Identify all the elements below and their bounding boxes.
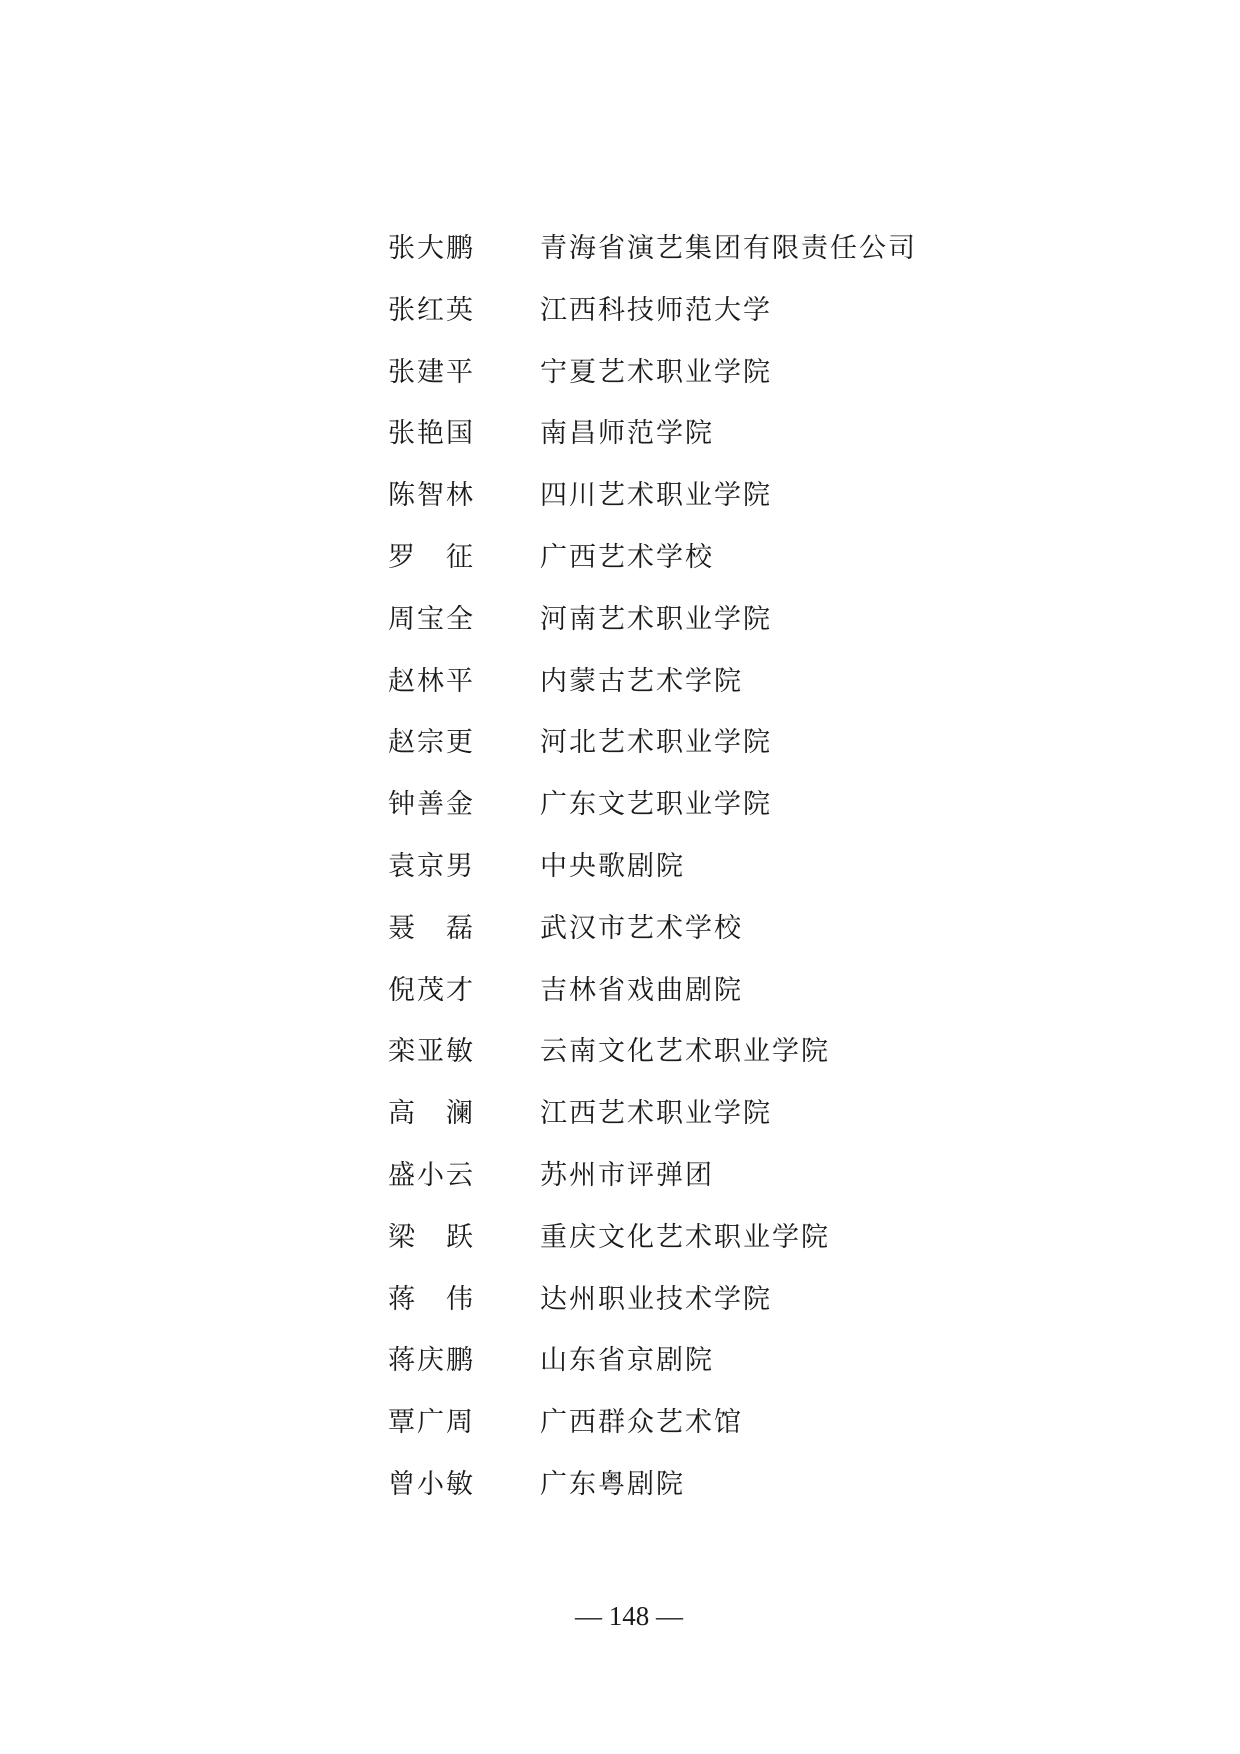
organization-name: 江西艺术职业学院 <box>540 1098 772 1130</box>
list-item <box>388 1021 1148 1083</box>
organization-name: 苏州市评弹团 <box>540 1159 714 1191</box>
organization-name: 内蒙古艺术学院 <box>540 665 743 697</box>
list-item <box>388 342 1148 404</box>
organization-name: 山东省京剧院 <box>540 1345 714 1377</box>
organization-name: 重庆文化艺术职业学院 <box>540 1221 830 1253</box>
list-item <box>388 712 1148 774</box>
list-item <box>388 1269 1148 1331</box>
person-name: 倪茂才 <box>388 974 475 1006</box>
organization-name: 四川艺术职业学院 <box>540 480 772 512</box>
list-item <box>388 1145 1148 1207</box>
person-name: 陈智林 <box>388 480 475 512</box>
list-item <box>388 280 1148 342</box>
list-item <box>388 898 1148 960</box>
person-name: 高 澜 <box>388 1098 475 1130</box>
organization-name: 江西科技师范大学 <box>540 294 772 326</box>
person-name: 盛小云 <box>388 1159 475 1191</box>
organization-name: 广东文艺职业学院 <box>540 789 772 821</box>
person-name: 袁京男 <box>388 850 475 882</box>
person-name: 罗 征 <box>388 541 475 573</box>
organization-name: 中央歌剧院 <box>540 850 685 882</box>
list-item <box>388 465 1148 527</box>
list-item <box>388 651 1148 713</box>
person-name: 钟善金 <box>388 789 475 821</box>
person-name: 栾亚敏 <box>388 1036 475 1068</box>
page-number: — 148 — <box>575 1601 683 1631</box>
list-item <box>388 218 1148 280</box>
list-item <box>388 1392 1148 1454</box>
organization-name: 武汉市艺术学校 <box>540 912 743 944</box>
organization-name: 广东粤剧院 <box>540 1468 685 1500</box>
list-item <box>388 836 1148 898</box>
person-name: 蒋 伟 <box>388 1283 475 1315</box>
list-item <box>388 527 1148 589</box>
organization-name: 南昌师范学院 <box>540 418 714 450</box>
person-name: 聂 磊 <box>388 912 475 944</box>
organization-name: 达州职业技术学院 <box>540 1283 772 1315</box>
list-item <box>388 1330 1148 1392</box>
person-name: 赵林平 <box>388 665 475 697</box>
person-name: 张建平 <box>388 356 475 388</box>
organization-name: 宁夏艺术职业学院 <box>540 356 772 388</box>
person-name: 曾小敏 <box>388 1468 475 1500</box>
list-item <box>388 774 1148 836</box>
organization-name: 河南艺术职业学院 <box>540 603 772 635</box>
person-name: 蒋庆鹏 <box>388 1345 475 1377</box>
list-item <box>388 1207 1148 1269</box>
organization-name: 广西群众艺术馆 <box>540 1407 743 1439</box>
person-name: 周宝全 <box>388 603 475 635</box>
list-item <box>388 1454 1148 1516</box>
person-name: 张艳国 <box>388 418 475 450</box>
list-item <box>388 403 1148 465</box>
list-item <box>388 960 1148 1022</box>
list-item <box>388 1083 1148 1145</box>
person-name: 赵宗更 <box>388 727 475 759</box>
list-item <box>388 589 1148 651</box>
person-name: 张红英 <box>388 294 475 326</box>
person-name: 张大鹏 <box>388 233 475 264</box>
organization-name: 吉林省戏曲剧院 <box>540 974 743 1006</box>
organization-name: 云南文化艺术职业学院 <box>540 1036 830 1068</box>
organization-name: 青海省演艺集团有限责任公司 <box>540 233 917 264</box>
person-name: 覃广周 <box>388 1407 475 1439</box>
person-name: 梁 跃 <box>388 1221 475 1253</box>
name-list <box>388 218 1148 1516</box>
organization-name: 广西艺术学校 <box>540 541 714 573</box>
organization-name: 河北艺术职业学院 <box>540 727 772 759</box>
